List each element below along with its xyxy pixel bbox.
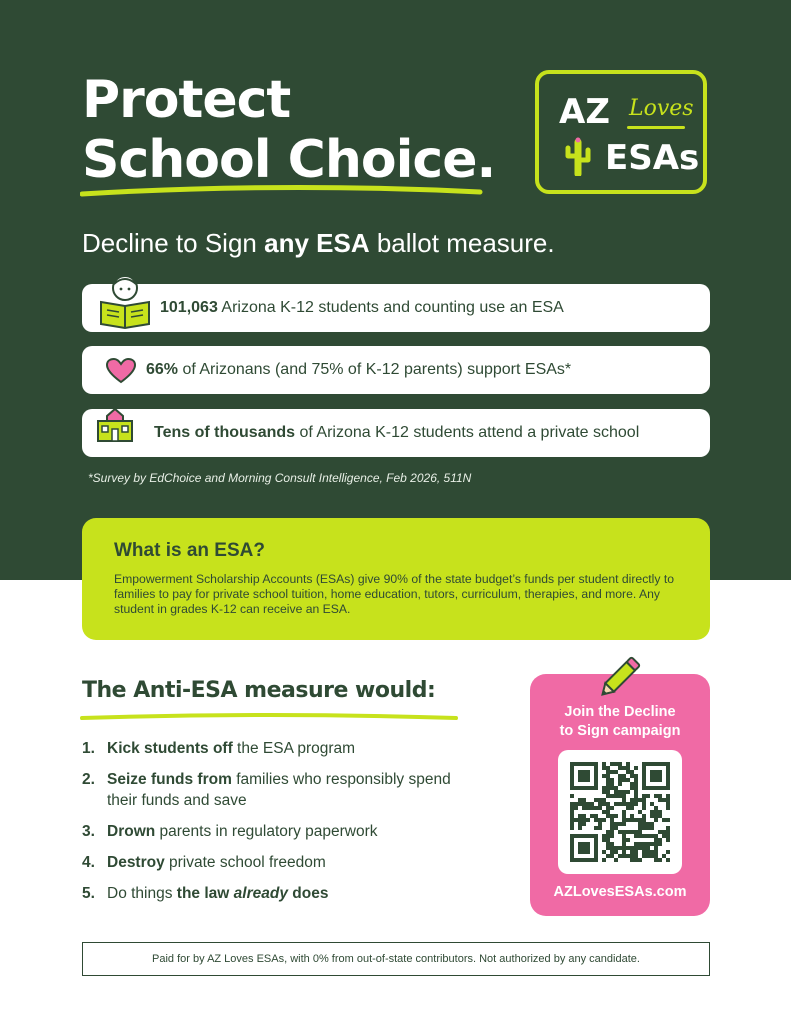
qr-code-container[interactable] [558, 750, 682, 874]
list-item-rest: families who responsibly spend their funds and save [107, 771, 451, 809]
list-item-bold: Destroy [107, 854, 165, 871]
logo-esas: ESAs [605, 138, 700, 178]
list-item [82, 852, 482, 873]
list-item-pre: Do things [107, 885, 177, 902]
stat-bold: Tens of thousands [154, 424, 296, 441]
list-item-bold: Kick students off [107, 740, 233, 757]
list-item-post: does [287, 885, 329, 902]
join-campaign-text [530, 703, 710, 741]
stat-rest: of Arizonans (and 75% of K-12 parents) support ESAs* [178, 361, 572, 378]
list-item-bold: Seize funds from [107, 771, 232, 788]
join-line-1: Join the Decline [564, 704, 676, 720]
logo-az: AZ [559, 92, 610, 132]
what-is-esa-body: Empowerment Scholarship Accounts (ESAs) give 90% of the state budget’s funds per student directly to families to pay for private school tuition, home education, tutors, curriculum, therapies, and more. Any student in grades K-12 can receive an ESA. [114, 572, 675, 616]
list-item-bold: Drown [107, 823, 156, 840]
list-item [82, 769, 482, 811]
headline-line-1: Protect [82, 70, 291, 130]
list-item-number: 2. [82, 771, 95, 788]
subhead-suffix: ballot measure. [369, 228, 555, 258]
subhead-bold: any ESA [264, 228, 370, 258]
list-item-number: 3. [82, 823, 95, 840]
school-building-icon [96, 407, 134, 443]
headline-underline [80, 180, 484, 200]
stat-card-private-school [82, 409, 710, 457]
subhead-prefix: Decline to Sign [82, 228, 265, 258]
list-item-rest: parents in regulatory paperwork [155, 823, 378, 840]
list-item [82, 883, 482, 904]
survey-footnote: *Survey by EdChoice and Morning Consult Intelligence, Feb 2026, 511N [88, 471, 472, 485]
anti-esa-underline [80, 710, 460, 724]
campaign-url-link[interactable]: AZLovesESAs.com [553, 884, 687, 900]
az-loves-esas-logo [535, 70, 707, 194]
pencil-icon [600, 652, 646, 696]
what-is-esa-title: What is an ESA? [114, 540, 265, 561]
list-item-rest: private school freedom [164, 854, 326, 871]
list-item-rest: the ESA program [232, 740, 356, 757]
stat-text [146, 361, 571, 379]
logo-loves-underline [627, 126, 685, 129]
paid-for-disclaimer: Paid for by AZ Loves ESAs, with 0% from out-of-state contributors. Not authorized by any candidate. [82, 942, 710, 976]
join-line-2: to Sign campaign [559, 723, 681, 739]
stat-rest: of Arizona K-12 students attend a private school [295, 424, 640, 441]
logo-loves: Loves [629, 96, 694, 121]
list-item [82, 738, 482, 759]
list-item-number: 4. [82, 854, 95, 871]
list-item [82, 821, 482, 842]
what-is-esa-box [82, 518, 710, 640]
stat-bold: 66% [146, 361, 179, 378]
stat-card-students [82, 284, 710, 332]
stat-text [160, 299, 564, 317]
headline [82, 70, 495, 190]
list-item-number: 1. [82, 740, 95, 757]
headline-line-2: School Choice. [82, 130, 496, 190]
list-item-bold [177, 885, 329, 902]
campaign-card[interactable] [530, 674, 710, 916]
stat-bold: 101,063 [160, 299, 218, 316]
list-item-bold-text: the law [176, 885, 234, 902]
cactus-icon [563, 136, 593, 176]
stat-text [154, 424, 639, 442]
anti-esa-title: The Anti-ESA measure would: [82, 678, 436, 703]
stat-rest: Arizona K-12 students and counting use an ESA [217, 299, 564, 316]
stat-card-support [82, 346, 710, 394]
list-item-italic: already [233, 885, 288, 902]
student-reading-icon [98, 272, 152, 330]
anti-esa-list [82, 738, 482, 914]
heart-icon [106, 358, 136, 384]
list-item-number: 5. [82, 885, 95, 902]
qr-code-icon[interactable] [570, 762, 670, 862]
subhead [82, 228, 555, 259]
